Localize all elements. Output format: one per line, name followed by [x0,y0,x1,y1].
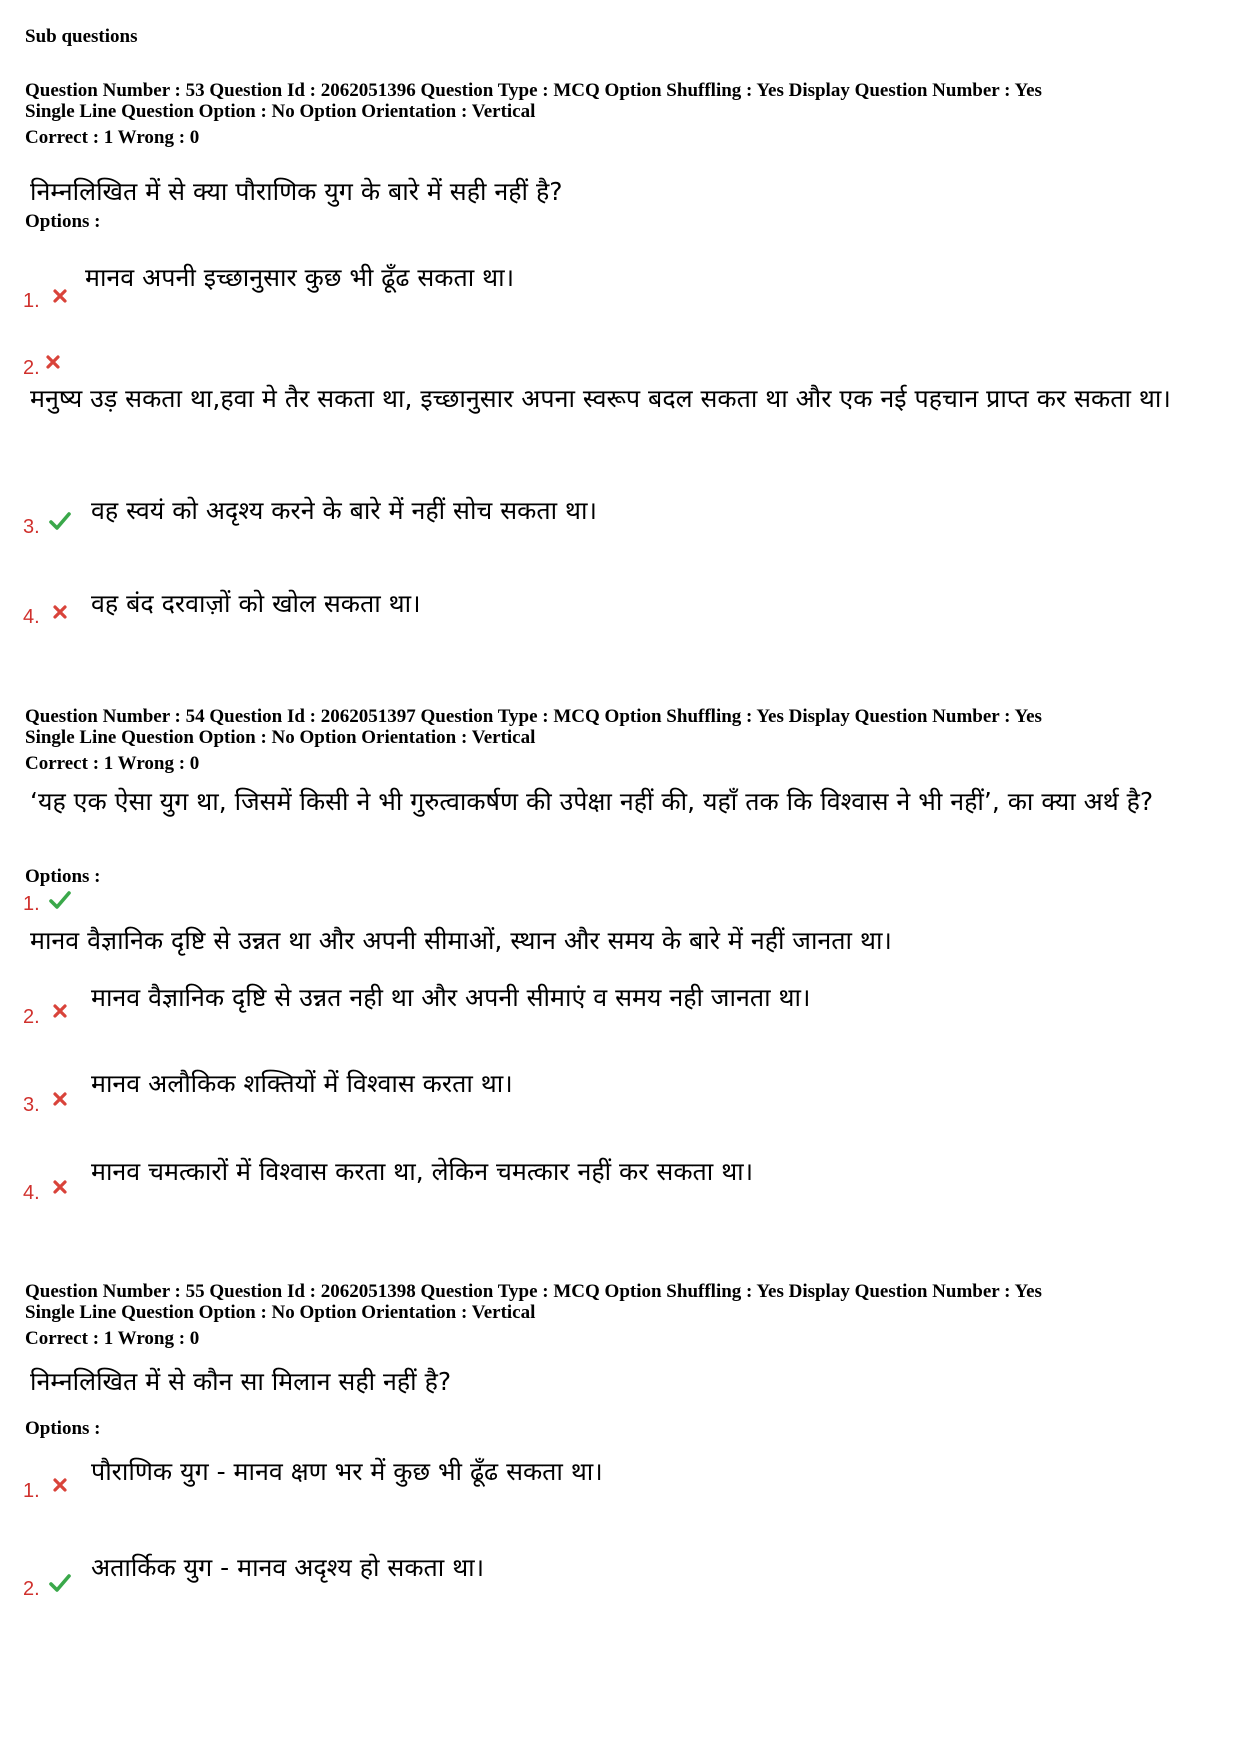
question-meta-line1: Question Number : 54 Question Id : 2062051397 Question Type : MCQ Option Shuffling : Yes Display Question Number : Yes [25,706,1042,727]
option-number: 3. [23,516,40,538]
question-text: ‘यह एक ऐसा युग था, जिसमें किसी ने भी गुरुत्वाकर्षण की उपेक्षा नहीं की, यहाँ तक कि विश्वास ने भी नहीं’, का क्या अर्थ है? [30,787,1154,816]
options-label: Options : [25,1418,101,1439]
options-label: Options : [25,866,101,887]
cross-icon [51,603,69,621]
option-text: पौराणिक युग - मानव क्षण भर में कुछ भी ढूँढ सकता था। [91,1457,603,1486]
question-meta-line2: Single Line Question Option : No Option Orientation : Vertical [25,1302,536,1323]
question-meta-line1: Question Number : 53 Question Id : 2062051396 Question Type : MCQ Option Shuffling : Yes Display Question Number : Yes [25,80,1042,101]
cross-icon [51,1002,69,1020]
checkmark-icon [49,1572,71,1594]
marking-scheme: Correct : 1 Wrong : 0 [25,1328,200,1349]
option-number: 4. [23,606,40,628]
cross-icon [44,353,62,371]
option-text: मानव वैज्ञानिक दृष्टि से उन्नत था और अपनी सीमाओं, स्थान और समय के बारे में नहीं जानता था। [30,926,892,955]
cross-icon [51,287,69,305]
option-text: मानव अपनी इच्छानुसार कुछ भी ढूँढ सकता था। [85,263,515,292]
checkmark-icon [49,510,71,532]
cross-icon [51,1090,69,1108]
option-number: 4. [23,1182,40,1204]
option-text: मानव चमत्कारों में विश्वास करता था, लेकिन चमत्कार नहीं कर सकता था। [91,1157,754,1186]
marking-scheme: Correct : 1 Wrong : 0 [25,753,200,774]
question-meta-line2: Single Line Question Option : No Option Orientation : Vertical [25,101,536,122]
option-number: 2. [23,1006,40,1028]
option-number: 1. [23,893,40,915]
option-number: 3. [23,1094,40,1116]
cross-icon [51,1178,69,1196]
option-number: 1. [23,290,40,312]
question-meta-line2: Single Line Question Option : No Option Orientation : Vertical [25,727,536,748]
option-number: 1. [23,1480,40,1502]
section-title: Sub questions [25,26,138,47]
question-meta-line1: Question Number : 55 Question Id : 2062051398 Question Type : MCQ Option Shuffling : Yes Display Question Number : Yes [25,1281,1042,1302]
marking-scheme: Correct : 1 Wrong : 0 [25,127,200,148]
option-text: मानव वैज्ञानिक दृष्टि से उन्नत नही था और अपनी सीमाएं व समय नही जानता था। [91,983,811,1012]
question-text: निम्नलिखित में से कौन सा मिलान सही नहीं है? [30,1367,452,1396]
option-text: वह बंद दरवाज़ों को खोल सकता था। [91,589,421,618]
option-text: वह स्वयं को अदृश्य करने के बारे में नहीं सोच सकता था। [91,496,597,525]
option-text: मानव अलौकिक शक्तियों में विश्वास करता था। [91,1069,513,1098]
question-text: निम्नलिखित में से क्या पौराणिक युग के बारे में सही नहीं है? [30,177,563,206]
option-number: 2. [23,1578,40,1600]
cross-icon [51,1476,69,1494]
checkmark-icon [49,889,71,911]
options-label: Options : [25,211,101,232]
option-text: अतार्किक युग - मानव अदृश्य हो सकता था। [91,1553,485,1582]
option-number: 2. [23,357,40,379]
option-text: मनुष्य उड़ सकता था,हवा मे तैर सकता था, इच्छानुसार अपना स्वरूप बदल सकता था और एक नई पहचान प्राप्त कर सकता था। [30,384,1171,413]
